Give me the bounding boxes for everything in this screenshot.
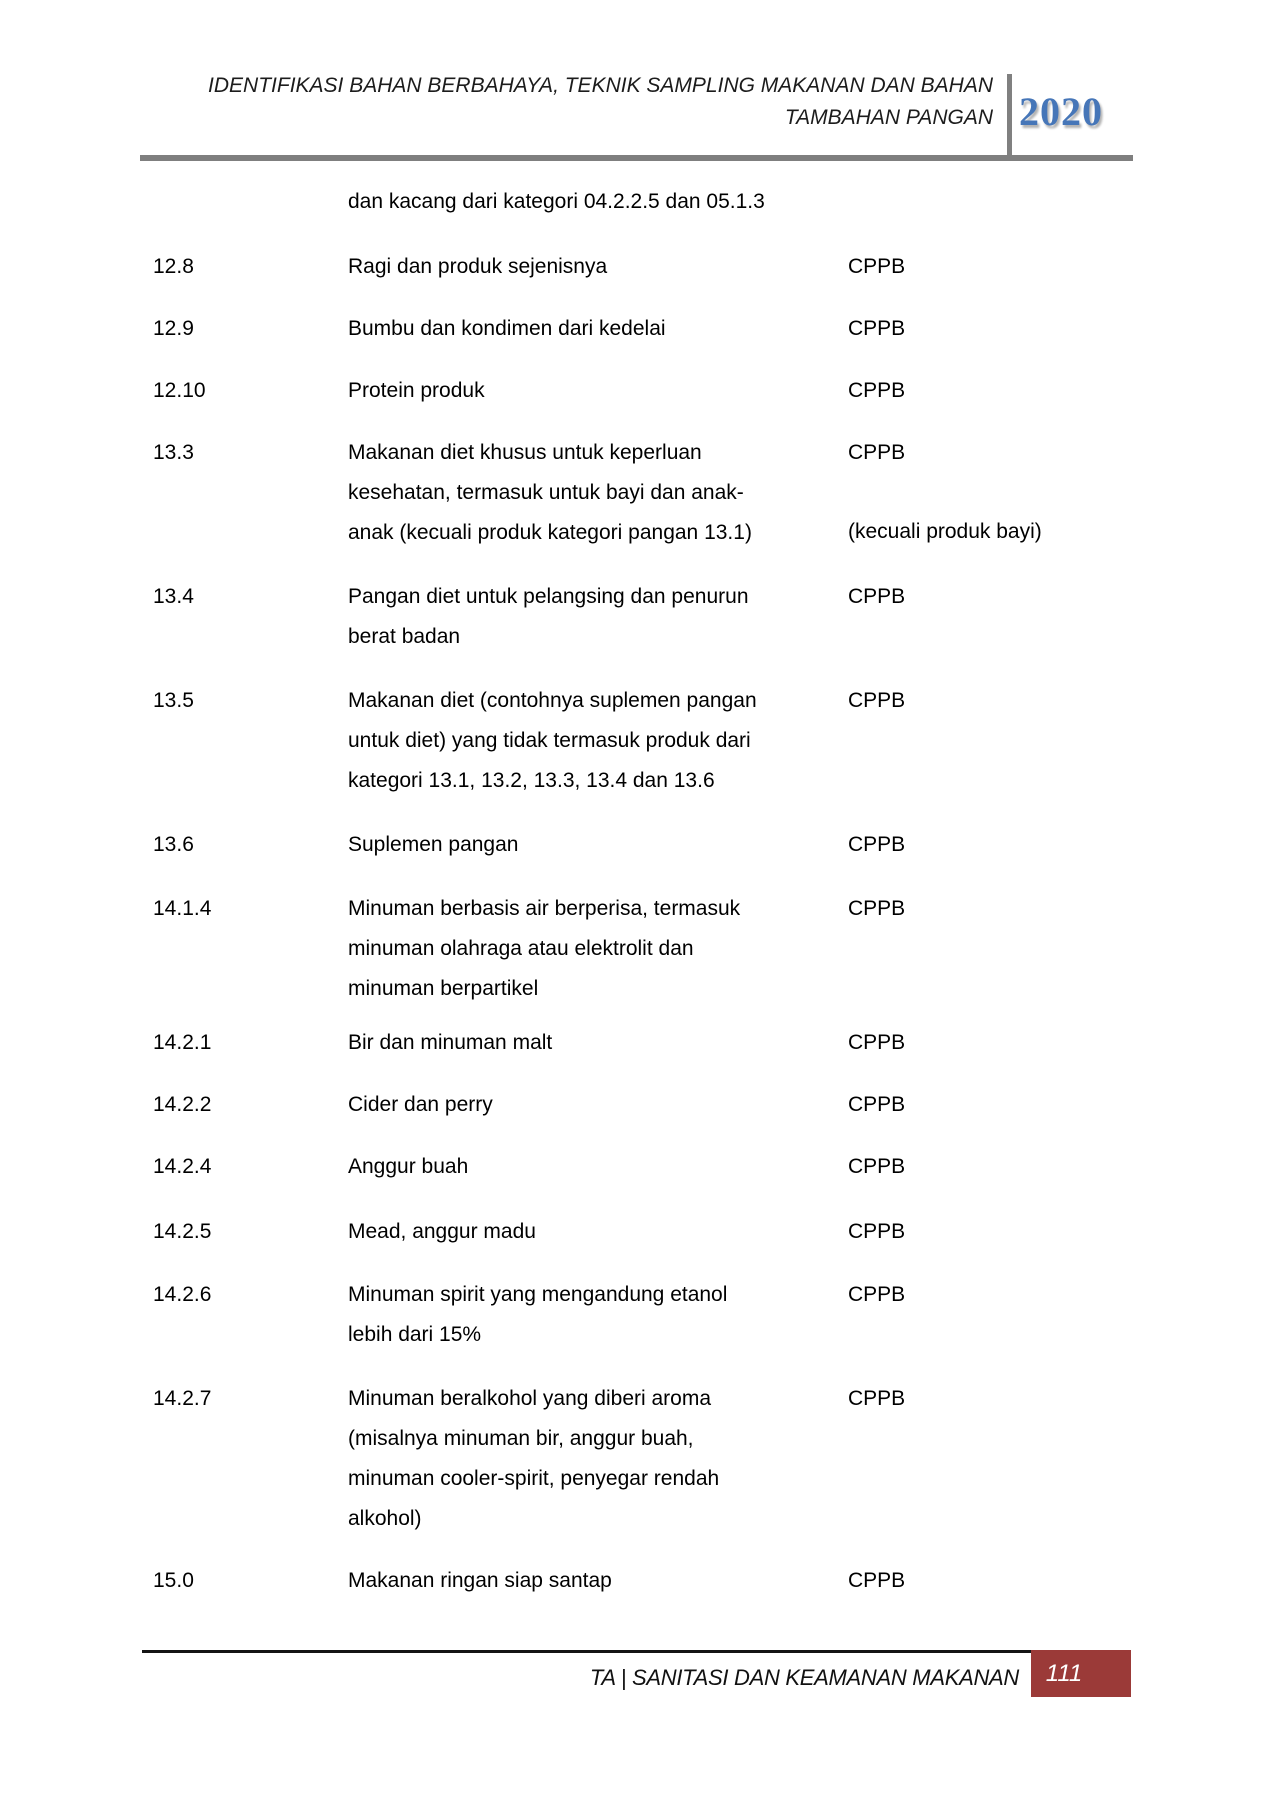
header-rule <box>140 155 1133 161</box>
row-description <box>348 1023 848 1063</box>
description-line: Minuman beralkohol yang diberi aroma <box>348 1387 712 1410</box>
description-line: Pangan diet untuk pelangsing dan penurun <box>348 585 749 608</box>
row-code: 14.2.5 <box>153 1220 212 1243</box>
row-value <box>848 1275 1168 1355</box>
row-code <box>153 182 348 222</box>
value-note: (kecuali produk bayi) <box>848 520 1042 543</box>
description-line: Ragi dan produk sejenisnya <box>348 255 608 278</box>
table-row <box>153 1212 1168 1252</box>
table-row <box>153 1275 1168 1355</box>
row-description <box>348 681 848 801</box>
value-text: CPPB <box>848 897 906 920</box>
footer-text: TA | SANITASI DAN KEAMANAN MAKANAN <box>589 1665 1019 1690</box>
row-code: 13.5 <box>153 689 194 712</box>
description-line: dan kacang dari kategori 04.2.2.5 dan 05.1.3 <box>348 190 765 213</box>
row-value <box>848 1085 1168 1125</box>
row-code: 12.9 <box>153 317 194 340</box>
description-line: untuk diet) yang tidak termasuk produk dari <box>348 729 751 752</box>
table-row <box>153 1085 1168 1125</box>
description-line: Mead, anggur madu <box>348 1220 536 1243</box>
row-code: 13.4 <box>153 585 194 608</box>
row-value <box>848 1212 1168 1252</box>
row-value <box>848 681 1168 801</box>
description-line: Minuman berbasis air berperisa, termasuk <box>348 897 741 920</box>
row-description <box>348 182 848 222</box>
row-description <box>348 1561 848 1601</box>
row-value <box>848 433 1168 553</box>
table-row <box>153 825 1168 865</box>
value-text: CPPB <box>848 689 906 712</box>
page-header <box>208 70 993 134</box>
table-row <box>153 309 1168 349</box>
row-description <box>348 1212 848 1252</box>
description-line: kesehatan, termasuk untuk bayi dan anak- <box>348 481 744 504</box>
description-line: berat badan <box>348 625 461 648</box>
value-text: CPPB <box>848 1031 906 1054</box>
row-code: 12.10 <box>153 379 206 402</box>
value-text: CPPB <box>848 1155 906 1178</box>
row-description <box>348 247 848 287</box>
row-description <box>348 825 848 865</box>
year-text: 2020 <box>1019 89 1103 134</box>
table-row <box>153 371 1168 411</box>
description-line: Protein produk <box>348 379 485 402</box>
value-text: CPPB <box>848 441 906 464</box>
row-code: 13.3 <box>153 441 194 464</box>
row-code: 14.2.1 <box>153 1031 212 1054</box>
row-value <box>848 309 1168 349</box>
header-title-line1: IDENTIFIKASI BAHAN BERBAHAYA, TEKNIK SAMPLING MAKANAN DAN BAHAN <box>208 74 993 97</box>
value-text: CPPB <box>848 1220 906 1243</box>
row-description <box>348 889 848 1009</box>
value-text: CPPB <box>848 833 906 856</box>
row-code: 15.0 <box>153 1569 194 1592</box>
table-row <box>153 1561 1168 1601</box>
row-value <box>848 182 1168 222</box>
description-line: Minuman spirit yang mengandung etanol <box>348 1283 728 1306</box>
row-code: 14.2.7 <box>153 1387 212 1410</box>
value-text: CPPB <box>848 317 906 340</box>
value-text: CPPB <box>848 379 906 402</box>
table-row <box>153 1379 1168 1539</box>
table-row <box>153 889 1168 1009</box>
row-code: 13.6 <box>153 833 194 856</box>
header-vertical-divider <box>1007 74 1012 155</box>
row-value <box>848 1561 1168 1601</box>
value-text: CPPB <box>848 1387 906 1410</box>
description-line: minuman olahraga atau elektrolit dan <box>348 937 694 960</box>
table-row <box>153 1023 1168 1063</box>
row-code: 14.2.6 <box>153 1283 212 1306</box>
footer-rule <box>142 1650 1031 1653</box>
description-line: Bir dan minuman malt <box>348 1031 553 1054</box>
description-line: alkohol) <box>348 1507 422 1530</box>
page-number: 111 <box>1045 1659 1083 1687</box>
value-text: CPPB <box>848 255 906 278</box>
row-value <box>848 1147 1168 1187</box>
row-description <box>348 1085 848 1125</box>
description-line: Anggur buah <box>348 1155 469 1178</box>
row-code: 12.8 <box>153 255 194 278</box>
description-line: Makanan diet khusus untuk keperluan <box>348 441 702 464</box>
row-description <box>348 371 848 411</box>
row-description <box>348 577 848 657</box>
row-value <box>848 1379 1168 1539</box>
description-line: Makanan diet (contohnya suplemen pangan <box>348 689 757 712</box>
row-description <box>348 1379 848 1539</box>
row-code: 14.1.4 <box>153 897 212 920</box>
table-row <box>153 577 1168 657</box>
row-description <box>348 433 848 553</box>
row-description <box>348 1275 848 1355</box>
description-line: minuman cooler-spirit, penyegar rendah <box>348 1467 720 1490</box>
table-row <box>153 1147 1168 1187</box>
table-row <box>153 681 1168 801</box>
table-row <box>153 182 1168 222</box>
description-line: Bumbu dan kondimen dari kedelai <box>348 317 666 340</box>
value-text: CPPB <box>848 585 906 608</box>
row-code: 14.2.2 <box>153 1093 212 1116</box>
row-code: 14.2.4 <box>153 1155 212 1178</box>
row-value <box>848 889 1168 1009</box>
value-text: CPPB <box>848 1283 906 1306</box>
value-text: CPPB <box>848 1569 906 1592</box>
description-line: anak (kecuali produk kategori pangan 13.1) <box>348 521 752 544</box>
page-number-box <box>1031 1650 1131 1697</box>
table-row <box>153 247 1168 287</box>
row-value <box>848 1023 1168 1063</box>
description-line: Cider dan perry <box>348 1093 493 1116</box>
header-title-line2: TAMBAHAN PANGAN <box>784 106 993 129</box>
description-line: minuman berpartikel <box>348 977 539 1000</box>
row-value <box>848 247 1168 287</box>
value-text: CPPB <box>848 1093 906 1116</box>
row-description <box>348 309 848 349</box>
table-row <box>153 433 1168 553</box>
row-value <box>848 577 1168 657</box>
row-value <box>848 825 1168 865</box>
description-line: kategori 13.1, 13.2, 13.3, 13.4 dan 13.6 <box>348 769 715 792</box>
description-line: Makanan ringan siap santap <box>348 1569 612 1592</box>
row-value <box>848 371 1168 411</box>
description-line: (misalnya minuman bir, anggur buah, <box>348 1427 694 1450</box>
description-line: Suplemen pangan <box>348 833 519 856</box>
description-line: lebih dari 15% <box>348 1323 482 1346</box>
row-description <box>348 1147 848 1187</box>
